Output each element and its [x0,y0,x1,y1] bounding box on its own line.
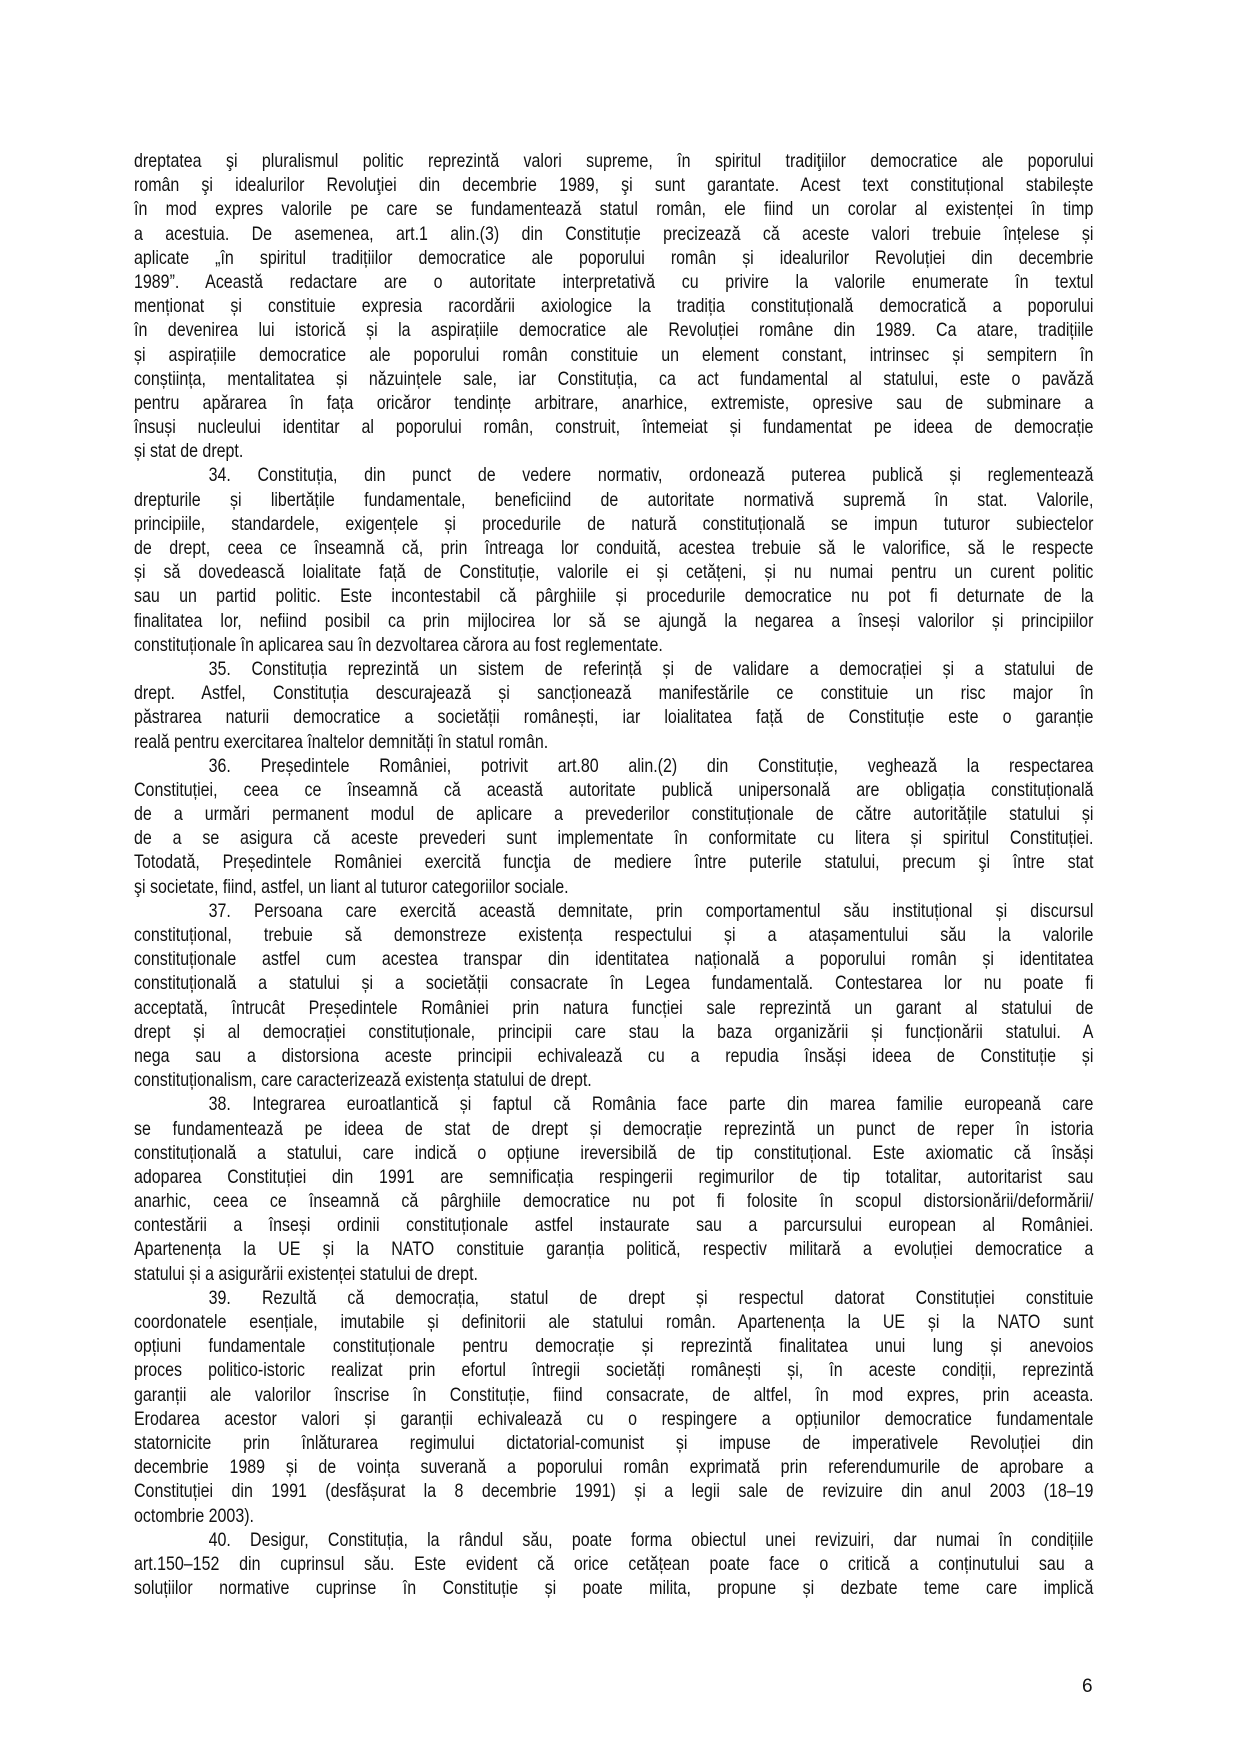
text-line: proces politico-istoric realizat prin efortul întregii societăți românești și, în aceste condiții, reprezintă [134,1359,1094,1382]
text-line: aplicate „în spiritul tradițiilor democratice ale poporului român și idealurilor Revoluției din decembrie [134,246,1094,269]
text-line: Constituției, ceea ce înseamnă că această autoritate publică unipersonală are obligația constituțională [134,778,1094,801]
page-number: 6 [1082,1676,1093,1697]
text-line: însuși nucleului identitar al poporului român, construit, întemeiat și fundamentat pe ideea de democrație [134,416,1094,439]
text-line: în devenirea lui istorică și la aspirațiile democratice ale Revoluției române din 1989. Ca atare, tradițiile [134,319,1094,342]
body-text [134,149,1093,1600]
text-line: constituționale astfel cum acestea transpar din identitatea națională a poporului român și identitatea [134,948,1094,971]
text-line: sau un partid politic. Este incontestabil că pârghiile și procedurile democratice nu pot fi deturnate de la [134,585,1094,608]
text-line: octombrie 2003). [134,1504,254,1527]
text-line: adoparea Constituției din 1991 are semnificația respingerii regimurilor de tip totalitar, autoritarist sau [134,1165,1094,1188]
text-line: constituționalism, care caracterizează existența statului de drept. [134,1069,592,1092]
text-line: 40. Desigur, Constituția, la rândul său, poate forma obiectul unei revizuiri, dar numai în condițiile [208,1528,1094,1551]
text-line: 36. Președintele României, potrivit art.80 alin.(2) din Constituție, veghează la respectarea [208,754,1094,777]
text-line: a acestuia. De asemenea, art.1 alin.(3) din Constituție precizează că aceste valori trebuie înțelese și [134,222,1094,245]
text-line: drepturile și libertățile fundamentale, beneficiind de autoritate normativă supremă în stat. Valorile, [134,488,1094,511]
text-line: 38. Integrarea euroatlantică și faptul că România face parte din marea familie europeană care [208,1093,1094,1116]
text-line: şi societate, fiind, astfel, un liant al tuturor categoriilor sociale. [134,875,569,898]
text-line: constituționale în aplicarea sau în dezvoltarea cărora au fost reglementate. [134,633,663,656]
text-line: 34. Constituția, din punct de vedere normativ, ordonează puterea publică și reglementează [208,464,1094,487]
text-line: soluțiilor normative cuprinse în Constituție și poate milita, propune și dezbate teme care implică [134,1577,1094,1600]
paragraph-p40 [134,1528,1093,1601]
paragraph-p34 [134,463,1093,657]
text-line: român şi idealurilor Revoluţiei din decembrie 1989, şi sunt garantate. Acest text constituțional stabilește [134,174,1094,197]
text-line: contestării a înseși ordinii constituționale astfel instaurate sau a parcursului european al României. [134,1214,1094,1237]
text-line: statului și a asigurării existenței statului de drept. [134,1262,478,1285]
paragraph-p33-cont [134,149,1093,463]
text-line: Constituției din 1991 (desfășurat la 8 decembrie 1991) și a legii sale de revizuire din anul 2003 (18–19 [134,1480,1094,1503]
paragraph-p36 [134,754,1093,899]
text-line: opțiuni fundamentale constituționale pentru democrație și reprezintă finalitatea unui lung și anevoios [134,1335,1094,1358]
text-line: în mod expres valorile pe care se fundamentează statul român, ele fiind un corolar al existenței în timp [134,198,1094,221]
text-line: dreptatea şi pluralismul politic reprezintă valori supreme, în spiritul tradiţiilor democratice ale poporului [134,150,1094,172]
text-line: Apartenența la UE și la NATO constituie garanția politică, respectiv militară a evoluției democratice a [134,1238,1094,1261]
text-line: drept. Astfel, Constituția descurajează și sancționează manifestările ce constituie un risc major în [134,682,1094,705]
text-line: de a urmări permanent modul de aplicare a prevederilor constituționale de către autoritățile statului și [134,803,1094,826]
text-line: păstrarea naturii democratice a societății românești, iar loialitatea față de Constituție este o garanție [134,706,1094,729]
text-line: art.150–152 din cuprinsul său. Este evident că orice cetățean poate face o critică a conținutului sau a [134,1552,1094,1575]
text-line: reală pentru exercitarea înaltelor demnități în statul român. [134,730,549,753]
paragraph-p37 [134,899,1093,1093]
text-line: constituțională a statului, care indică o opțiune ireversibilă de tip constituțional. Este axiomatic că însăși [134,1141,1094,1164]
text-line: menționat și constituie expresia racordării axiologice la tradiția constituțională democratică a poporului [134,295,1094,318]
text-line: și să dovedească loialitate față de Constituție, valorile ei și cetățeni, și nu numai pentru un curent politic [134,561,1094,584]
text-line: de a se asigura că aceste prevederi sunt implementate în conformitate cu litera și spiritul Constituției. [134,827,1094,850]
text-line: decembrie 1989 și de voința suverană a poporului român exprimată prin referendumurile de aprobare a [134,1456,1094,1479]
text-line: 35. Constituția reprezintă un sistem de referință și de validare a democrației și a statului de [208,657,1094,680]
text-line: și aspirațiile democratice ale poporului român constituie un element constant, intrinsec și sempitern în [134,343,1094,366]
text-line: 1989”. Această redactare are o autoritate interpretativă cu privire la valorile enumerate în textul [134,270,1094,293]
text-line: principiile, standardele, exigențele și procedurile de natură constituțională se impun tuturor subiectelor [134,512,1094,535]
text-line: Erodarea acestor valori și garanții echivalează cu o respingere a opțiunilor democratice fundamentale [134,1407,1094,1430]
paragraph-p35 [134,657,1093,754]
text-line: pentru apărarea în fața oricăror tendințe arbitrare, anarhice, extremiste, opresive sau de subminare a [134,391,1094,414]
text-line: anarhic, ceea ce înseamnă că pârghiile democratice nu pot fi folosite în scopul distorsionării/deformării/ [134,1190,1094,1213]
text-line: de drept, ceea ce înseamnă că, prin întreaga lor conduită, acestea trebuie să le valorifice, să le respecte [134,537,1094,559]
paragraph-p39 [134,1286,1093,1528]
text-line: drept și al democrației constituționale, principii care stau la baza organizării și funcționării statului. A [134,1020,1094,1043]
text-line: Totodată, Președintele României exercită funcţia de mediere între puterile statului, precum şi între stat [134,851,1094,874]
text-line: nega sau a distorsiona aceste principii echivalează cu a repudia însăși ideea de Constituție și [134,1044,1094,1067]
text-line: coordonatele esențiale, imutabile și definitorii ale statului român. Apartenența la UE și la NATO sunt [134,1311,1094,1333]
paragraph-p38 [134,1092,1093,1286]
text-line: garanții ale valorilor înscrise în Constituție, fiind consacrate, de altfel, în mod expres, prin aceasta. [134,1383,1094,1406]
text-line: și stat de drept. [134,440,244,463]
text-line: 39. Rezultă că democrația, statul de drept și respectul datorat Constituției constituie [208,1286,1094,1309]
text-line: constituțional, trebuie să demonstreze existența respectului și a atașamentului său la valorile [134,924,1094,946]
text-line: acceptată, întrucât Președintele României prin natura funcției sale reprezintă un garant al statului de [134,996,1094,1019]
text-line: se fundamentează pe ideea de stat de drept și democrație reprezintă un punct de reper în istoria [134,1117,1094,1140]
text-line: conștiința, mentalitatea și năzuințele sale, iar Constituția, ca act fundamental al statului, este o pavăză [134,367,1094,390]
text-line: 37. Persoana care exercită această demnitate, prin comportamentul său instituțional și discursul [208,899,1094,922]
text-line: finalitatea lor, nefiind posibil ca prin mijlocirea lor să se ajungă la negarea a înseși valorilor și principiilor [134,609,1094,632]
text-line: statornicite prin înlăturarea regimului dictatorial-comunist și impuse de imperativele Revoluției din [134,1431,1094,1454]
text-line: constituțională a statului și a societății consacrate în Legea fundamentală. Contestarea lor nu poate fi [134,972,1094,995]
